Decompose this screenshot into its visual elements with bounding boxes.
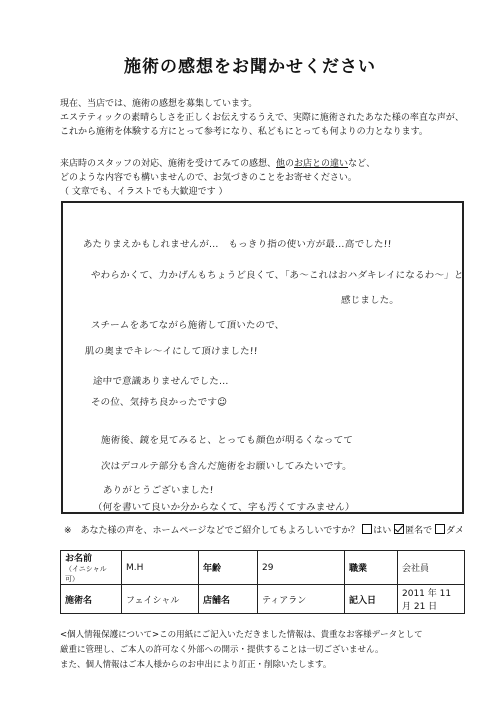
- name-sub-label: （イニシャル可）: [65, 565, 107, 583]
- privacy-notice: [60, 628, 480, 673]
- consent-option-anon[interactable]: [394, 526, 432, 536]
- checkbox-icon[interactable]: [435, 524, 445, 534]
- treatment-field[interactable]: フェイシャル: [122, 585, 199, 614]
- intro-line: エステティックの素晴らしさを正しくお伝えするうえで、実際に施術されたあなた様の率直な声が、: [60, 113, 464, 123]
- page-title: 施術の感想をお聞かせください: [124, 57, 376, 77]
- intro-text: [60, 97, 480, 139]
- request-line1-post: など、: [348, 159, 376, 169]
- handwritten-line: 次はデコルテ部分も含んだ施術をお願いしてみたいです。: [100, 461, 353, 472]
- request-line: （ 文章でも、イラストでも大歓迎です ）: [60, 187, 228, 197]
- comment-box: [61, 201, 464, 514]
- age-field[interactable]: 29: [258, 551, 345, 585]
- checkbox-icon[interactable]: [362, 524, 372, 534]
- privacy-line: また、個人情報はご本人様からのお申出により訂正・削除いたします。: [60, 660, 332, 670]
- handwritten-line: スチームをあてながら施術して頂いたので、: [90, 320, 285, 331]
- privacy-line: <個人情報保護について>この用紙にご記入いただきました情報は、貴重なお客様データとして: [60, 630, 423, 640]
- request-underline-difference: お店との違い: [294, 159, 349, 169]
- intro-line: これから施術を体験する方にとって参考になり、私どもにとっても何よりの力となります。: [60, 127, 428, 137]
- request-line: [60, 157, 480, 171]
- consent-option-yes[interactable]: [362, 526, 391, 536]
- privacy-line: 厳重に管理し、ご本人の許可なく外部への開示・提供することは一切ございません。: [60, 645, 384, 655]
- handwritten-line: （何を書いて良いか分からなくて、字も汚くてすみません）: [92, 502, 355, 513]
- handwritten-line: 施術後、鏡を見てみると、とっても顔色が明るくなってて: [100, 435, 354, 446]
- handwritten-line: 途中で意識ありませんでした…: [92, 376, 230, 387]
- treatment-label: 施術名: [61, 585, 122, 614]
- handwritten-line: やわらかくて、力かげんもちょうど良くて、「あ～これはおハダキレイになるわ～」と: [90, 270, 464, 281]
- name-label-text: お名前: [65, 554, 93, 564]
- request-line: どのような内容でも構いませんので、お気づきのことをお寄せください。: [60, 173, 357, 183]
- request-line1-pre: 来店時のスタッフの対応、施術を受けてみての感想、: [60, 159, 277, 169]
- consent-option-no[interactable]: [435, 526, 464, 536]
- request-underline-other: 他: [276, 159, 286, 169]
- consent-yes-label: はい: [373, 526, 392, 536]
- job-field[interactable]: 会社員: [398, 551, 465, 585]
- handwritten-line: ありがとうございました!: [102, 485, 214, 496]
- handwritten-line: その位、気持ち良かったです☺: [90, 397, 228, 408]
- store-label: 店舗名: [199, 585, 258, 614]
- checked-checkbox-icon[interactable]: [394, 524, 404, 534]
- consent-question: [64, 523, 464, 536]
- date-field[interactable]: 2011 年 11 月 21 日: [398, 585, 465, 614]
- handwritten-line: あたりまえかもしれませんが… もっきり指の使い方が最…高でした!!: [82, 239, 392, 250]
- date-label: 記入日: [345, 585, 398, 614]
- name-label: [61, 551, 122, 585]
- age-label: 年齢: [199, 551, 258, 585]
- consent-prefix: ※ あなた様の声を、ホームページなどでご紹介してもよろしいですか？: [64, 526, 360, 536]
- intro-line: 現在、当店では、施術の感想を募集しています。: [60, 99, 258, 109]
- customer-info-table: [60, 550, 465, 614]
- name-field[interactable]: M.H: [122, 551, 199, 585]
- store-field[interactable]: ティアラン: [258, 585, 345, 614]
- handwritten-line: 感じました。: [340, 295, 400, 306]
- request-text: [60, 157, 480, 199]
- request-line1-mid: の: [285, 159, 295, 169]
- consent-anon-label: 匿名で: [405, 526, 433, 536]
- job-label: 職業: [345, 551, 398, 585]
- handwritten-line: 肌の奥までキレ～イにして頂けました!!: [84, 346, 259, 357]
- consent-no-label: ダメ: [446, 526, 465, 536]
